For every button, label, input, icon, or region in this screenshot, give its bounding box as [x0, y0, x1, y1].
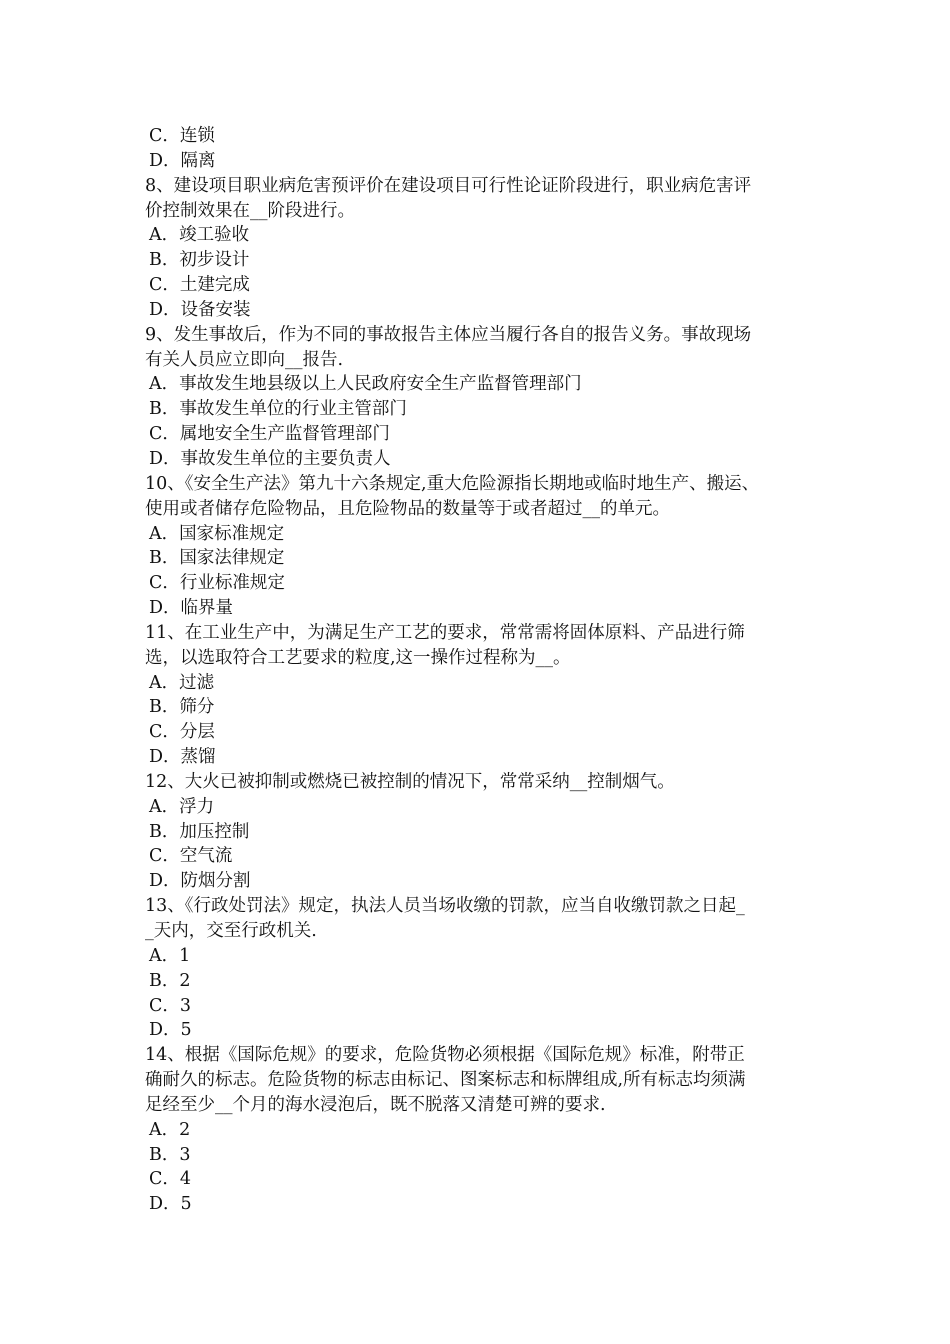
answer-option: C．行业标准规定 — [149, 573, 285, 594]
answer-option: C．属地安全生产监督管理部门 — [149, 424, 390, 445]
question-text-line: 确耐久的标志。危险货物的标志由标记、图案标志和标牌组成,所有标志均须满 — [145, 1070, 746, 1091]
answer-option: D．防烟分割 — [149, 871, 251, 892]
question-text-line: 选，以选取符合工艺要求的粒度,这一操作过程称为__。 — [145, 647, 571, 668]
answer-option: D．隔离 — [149, 150, 216, 171]
answer-option: B．3 — [149, 1144, 191, 1165]
question-text-line: 价控制效果在__阶段进行。 — [145, 200, 355, 221]
question-text-line: 11、在工业生产中，为满足生产工艺的要求，常常需将固体原料、产品进行筛 — [145, 622, 745, 643]
answer-option: A．2 — [149, 1119, 191, 1140]
answer-option: A．过滤 — [149, 672, 215, 693]
answer-option: C．3 — [149, 995, 192, 1016]
question-text-line: 10、《安全生产法》第九十六条规定,重大危险源指长期地或临时地生产、搬运、 — [145, 473, 760, 494]
answer-option: D．设备安装 — [149, 299, 251, 320]
answer-option: A．浮力 — [149, 796, 215, 817]
question-text-line: _天内，交至行政机关. — [145, 921, 317, 941]
answer-option: A．事故发生地县级以上人民政府安全生产监督管理部门 — [149, 374, 582, 395]
document-page — [145, 124, 825, 1217]
question-text-line: 14、根据《国际危规》的要求，危险货物必须根据《国际危规》标准，附带正 — [145, 1045, 745, 1066]
answer-option: C．4 — [149, 1169, 192, 1190]
answer-option: C．空气流 — [149, 846, 233, 867]
answer-option: B．事故发生单位的行业主管部门 — [149, 399, 407, 420]
answer-option: B．国家法律规定 — [149, 548, 285, 569]
question-text-line: 9、发生事故后，作为不同的事故报告主体应当履行各自的报告义务。事故现场 — [145, 324, 752, 345]
question-text-line: 8、建设项目职业病危害预评价在建设项目可行性论证阶段进行，职业病危害评 — [145, 175, 752, 196]
answer-option: C．连锁 — [149, 126, 215, 146]
answer-option: A．国家标准规定 — [149, 523, 285, 544]
answer-option: C．土建完成 — [149, 275, 250, 296]
answer-option: A．1 — [149, 945, 191, 966]
answer-option: B．初步设计 — [149, 250, 250, 271]
question-text-line: 使用或者储存危险物品，且危险物品的数量等于或者超过__的单元。 — [145, 498, 670, 519]
answer-option: C．分层 — [149, 722, 215, 743]
answer-option: D．临界量 — [149, 598, 234, 619]
answer-option: B．筛分 — [149, 697, 215, 718]
answer-option: A．竣工验收 — [149, 225, 250, 246]
answer-option: D．5 — [149, 1020, 192, 1041]
answer-option: D．事故发生单位的主要负责人 — [149, 448, 391, 469]
question-text-line: 12、大火已被抑制或燃烧已被控制的情况下，常常采纳__控制烟气。 — [145, 771, 675, 792]
question-text-line: 13、《行政处罚法》规定，执法人员当场收缴的罚款，应当自收缴罚款之日起_ — [145, 896, 745, 917]
question-text-line: 有关人员应立即向__报告. — [145, 349, 344, 370]
answer-option: B．2 — [149, 970, 191, 991]
question-text-line: 足经至少__个月的海水浸泡后，既不脱落又清楚可辨的要求. — [145, 1094, 606, 1115]
answer-option: D．5 — [149, 1194, 192, 1215]
answer-option: D．蒸馏 — [149, 747, 216, 768]
answer-option: B．加压控制 — [149, 821, 250, 842]
